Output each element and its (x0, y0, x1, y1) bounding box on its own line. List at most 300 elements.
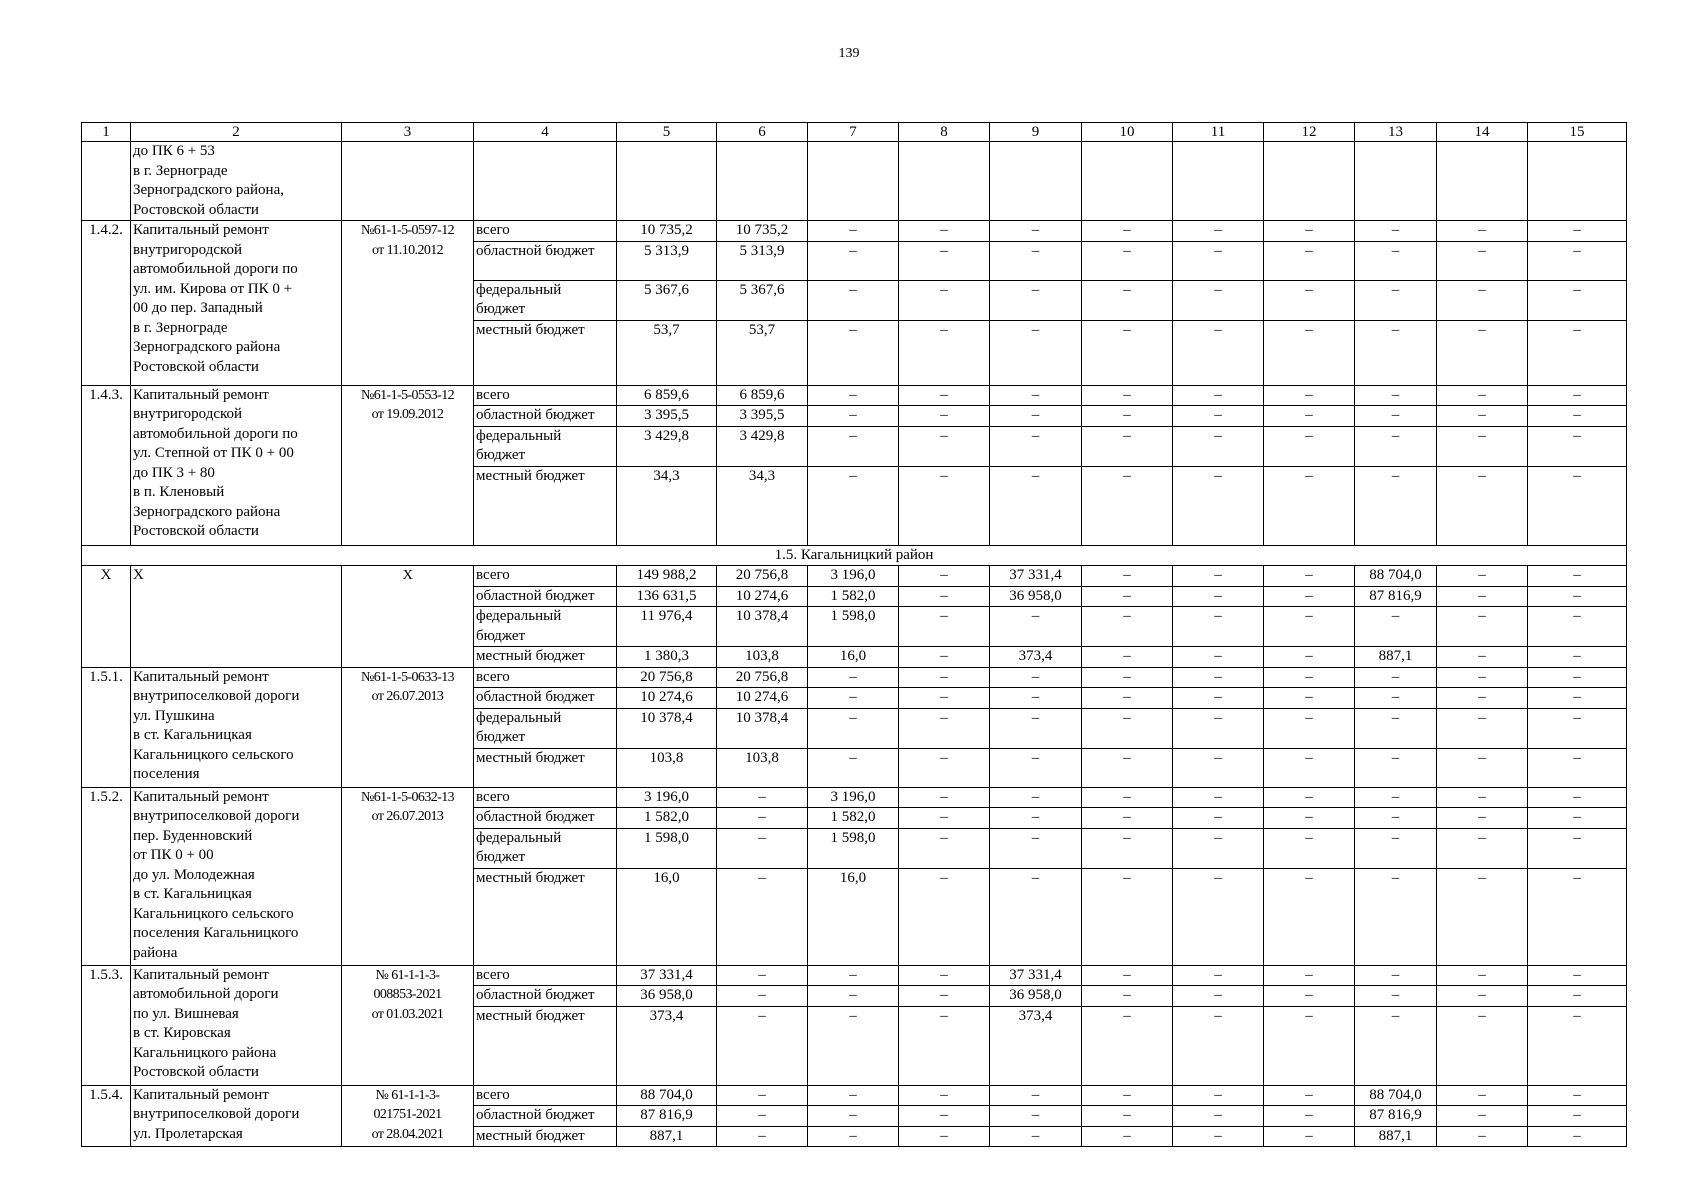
row-number: Х (82, 566, 131, 668)
dash-cell: – (717, 965, 808, 986)
dash-cell: – (1355, 241, 1437, 280)
dash-cell: – (1528, 426, 1627, 466)
dash-cell: – (1082, 667, 1173, 688)
dash-cell: – (899, 466, 990, 545)
dash-cell: – (808, 385, 899, 406)
amount-cell: 1 598,0 (808, 828, 899, 868)
dash-cell: – (1355, 406, 1437, 427)
table-cell (717, 142, 808, 221)
amount-cell: 20 756,8 (617, 667, 717, 688)
dash-cell: – (1355, 708, 1437, 748)
dash-cell: – (1355, 868, 1437, 965)
column-header: 13 (1355, 123, 1437, 142)
column-header: 9 (990, 123, 1082, 142)
dash-cell: – (1264, 1126, 1355, 1147)
dash-cell: – (1528, 320, 1627, 385)
dash-cell: – (1082, 647, 1173, 668)
row-number: 1.5.4. (82, 1085, 131, 1147)
dash-cell: – (899, 221, 990, 242)
table-row (82, 667, 1627, 688)
dash-cell: – (1173, 868, 1264, 965)
amount-cell: 16,0 (808, 647, 899, 668)
dash-cell: – (899, 708, 990, 748)
funding-source: всего (474, 787, 617, 808)
amount-cell: 34,3 (617, 466, 717, 545)
funding-source: местный бюджет (474, 1126, 617, 1147)
funding-source: областной бюджет (474, 406, 617, 427)
amount-cell: 373,4 (990, 647, 1082, 668)
funding-source: местный бюджет (474, 1006, 617, 1085)
funding-source: всего (474, 1085, 617, 1106)
dash-cell: – (899, 808, 990, 829)
object-name: Капитальный ремонт внутрипоселковой дороги ул. Пушкина в ст. Кагальницкая Кагальницкого сельского поселения (131, 667, 342, 787)
dash-cell: – (808, 667, 899, 688)
amount-cell: 3 395,5 (717, 406, 808, 427)
dash-cell: – (1173, 708, 1264, 748)
column-header: 2 (131, 123, 342, 142)
amount-cell: – (1355, 607, 1437, 647)
document-number: № 61-1-1-3- 008853-2021 от 01.03.2021 (342, 965, 474, 1085)
dash-cell: – (1437, 828, 1528, 868)
dash-cell: – (1437, 1126, 1528, 1147)
dash-cell: – (1528, 385, 1627, 406)
object-name: Капитальный ремонт внутрипоселковой дороги пер. Буденновский от ПК 0 + 00 до ул. Молодежная в ст. Кагальницкая Кагальницкого сельского поселения Кагальницкого района (131, 787, 342, 965)
dash-cell: – (1437, 1085, 1528, 1106)
dash-cell: – (1437, 241, 1528, 280)
funding-source: всего (474, 965, 617, 986)
dash-cell: – (1355, 688, 1437, 709)
amount-cell: 103,8 (617, 748, 717, 787)
dash-cell: – (990, 1126, 1082, 1147)
dash-cell: – (1437, 808, 1528, 829)
dash-cell: – (1173, 1106, 1264, 1127)
column-header: 12 (1264, 123, 1355, 142)
column-header: 10 (1082, 123, 1173, 142)
dash-cell: – (899, 647, 990, 668)
dash-cell: – (1264, 320, 1355, 385)
amount-cell: 10 735,2 (617, 221, 717, 242)
dash-cell: – (899, 385, 990, 406)
dash-cell: – (899, 426, 990, 466)
funding-source: всего (474, 385, 617, 406)
dash-cell: – (1528, 688, 1627, 709)
table-row (82, 142, 1627, 221)
amount-cell: 1 598,0 (808, 607, 899, 647)
dash-cell: – (1264, 688, 1355, 709)
dash-cell: – (1173, 1085, 1264, 1106)
dash-cell: – (1264, 748, 1355, 787)
amount-cell: 87 816,9 (1355, 586, 1437, 607)
dash-cell: – (808, 406, 899, 427)
dash-cell: – (1173, 406, 1264, 427)
dash-cell: – (1264, 647, 1355, 668)
amount-cell: 1 582,0 (617, 808, 717, 829)
amount-cell: 3 196,0 (808, 566, 899, 587)
dash-cell: – (899, 406, 990, 427)
amount-cell: 3 429,8 (617, 426, 717, 466)
dash-cell: – (1173, 688, 1264, 709)
amount-cell: 6 859,6 (717, 385, 808, 406)
amount-cell: 1 380,3 (617, 647, 717, 668)
dash-cell: – (1355, 385, 1437, 406)
amount-cell: 1 582,0 (808, 586, 899, 607)
dash-cell: – (1082, 1126, 1173, 1147)
dash-cell: – (990, 868, 1082, 965)
dash-cell: – (990, 426, 1082, 466)
dash-cell: – (717, 1126, 808, 1147)
dash-cell: – (1082, 748, 1173, 787)
dash-cell: – (808, 466, 899, 545)
column-header: 3 (342, 123, 474, 142)
document-number: №61-1-5-0553-12 от 19.09.2012 (342, 385, 474, 545)
dash-cell: – (1173, 385, 1264, 406)
dash-cell: – (1528, 566, 1627, 587)
dash-cell: – (990, 808, 1082, 829)
amount-cell: 10 274,6 (717, 688, 808, 709)
dash-cell: – (1173, 320, 1264, 385)
table-row (82, 787, 1627, 808)
amount-cell: 37 331,4 (990, 566, 1082, 587)
amount-cell: 6 859,6 (617, 385, 717, 406)
dash-cell: – (1437, 426, 1528, 466)
amount-cell: 36 958,0 (990, 986, 1082, 1007)
dash-cell: – (1437, 586, 1528, 607)
dash-cell: – (990, 688, 1082, 709)
table-row (82, 221, 1627, 242)
funding-source: федеральный бюджет (474, 280, 617, 320)
table-cell (474, 142, 617, 221)
dash-cell: – (717, 868, 808, 965)
amount-cell: 36 958,0 (990, 586, 1082, 607)
object-name: Капитальный ремонт внутригородской автомобильной дороги по ул. Степной от ПК 0 + 00 до ПК 3 + 80 в п. Кленовый Зерноградского района Ростовской области (131, 385, 342, 545)
table-cell (1264, 142, 1355, 221)
dash-cell: – (899, 241, 990, 280)
dash-cell: – (1082, 1085, 1173, 1106)
amount-cell: – (990, 607, 1082, 647)
table-cell (1355, 142, 1437, 221)
dash-cell: – (1173, 280, 1264, 320)
dash-cell: – (1173, 466, 1264, 545)
dash-cell: – (1173, 566, 1264, 587)
column-header: 14 (1437, 123, 1528, 142)
dash-cell: – (1173, 586, 1264, 607)
dash-cell: – (808, 748, 899, 787)
object-name: Капитальный ремонт автомобильной дороги по ул. Вишневая в ст. Кировская Кагальницкого района Ростовской области (131, 965, 342, 1085)
dash-cell: – (1437, 748, 1528, 787)
document-number: №61-1-5-0633-13 от 26.07.2013 (342, 667, 474, 787)
dash-cell: – (717, 1006, 808, 1085)
dash-cell: – (1437, 466, 1528, 545)
column-header: 15 (1528, 123, 1627, 142)
amount-cell: 88 704,0 (1355, 566, 1437, 587)
amount-cell: 3 395,5 (617, 406, 717, 427)
dash-cell: – (1528, 828, 1627, 868)
object-name: Капитальный ремонт внутрипоселковой дороги ул. Пролетарская (131, 1085, 342, 1147)
document-number: №61-1-5-0597-12 от 11.10.2012 (342, 221, 474, 386)
dash-cell: – (1264, 221, 1355, 242)
dash-cell: – (1437, 607, 1528, 647)
amount-cell: 1 598,0 (617, 828, 717, 868)
row-number: 1.5.1. (82, 667, 131, 787)
dash-cell: – (990, 406, 1082, 427)
dash-cell: – (1355, 748, 1437, 787)
amount-cell: 103,8 (717, 748, 808, 787)
dash-cell: – (1082, 426, 1173, 466)
dash-cell: – (990, 466, 1082, 545)
table-cell (990, 142, 1082, 221)
dash-cell: – (1082, 586, 1173, 607)
dash-cell: – (808, 986, 899, 1007)
table-cell (1082, 142, 1173, 221)
funding-source: местный бюджет (474, 647, 617, 668)
amount-cell: 3 196,0 (808, 787, 899, 808)
funding-source: местный бюджет (474, 320, 617, 385)
dash-cell: – (1355, 320, 1437, 385)
dash-cell: – (1264, 986, 1355, 1007)
dash-cell: – (1082, 566, 1173, 587)
dash-cell: – (1264, 426, 1355, 466)
funding-source: всего (474, 566, 617, 587)
amount-cell: 10 378,4 (617, 708, 717, 748)
dash-cell: – (1264, 808, 1355, 829)
funding-source: федеральный бюджет (474, 607, 617, 647)
amount-cell: 887,1 (617, 1126, 717, 1147)
dash-cell: – (1173, 607, 1264, 647)
table-cell (1437, 142, 1528, 221)
object-name: Капитальный ремонт внутригородской автомобильной дороги по ул. им. Кирова от ПК 0 + 00 до пер. Западный в г. Зернограде Зерноградского района Ростовской области (131, 221, 342, 386)
dash-cell: – (1082, 787, 1173, 808)
dash-cell: – (1173, 241, 1264, 280)
dash-cell: – (1437, 667, 1528, 688)
dash-cell: – (899, 828, 990, 868)
dash-cell: – (899, 748, 990, 787)
amount-cell: 10 378,4 (717, 708, 808, 748)
dash-cell: – (1264, 1006, 1355, 1085)
dash-cell: – (1082, 241, 1173, 280)
dash-cell: – (1264, 708, 1355, 748)
table-row (82, 965, 1627, 986)
funding-source: федеральный бюджет (474, 708, 617, 748)
dash-cell: – (808, 1006, 899, 1085)
dash-cell: – (1355, 426, 1437, 466)
dash-cell: – (1264, 406, 1355, 427)
dash-cell: – (1437, 965, 1528, 986)
page-number: 139 (838, 46, 860, 61)
dash-cell: – (1355, 965, 1437, 986)
dash-cell: – (1082, 1006, 1173, 1085)
document-number: №61-1-5-0632-13 от 26.07.2013 (342, 787, 474, 965)
funding-source: местный бюджет (474, 748, 617, 787)
dash-cell: – (1082, 406, 1173, 427)
dash-cell: – (1355, 808, 1437, 829)
amount-cell: 34,3 (717, 466, 808, 545)
dash-cell: – (1528, 607, 1627, 647)
funding-source: всего (474, 221, 617, 242)
table-row (82, 566, 1627, 587)
amount-cell: 11 976,4 (617, 607, 717, 647)
dash-cell: – (1082, 965, 1173, 986)
table-cell (808, 142, 899, 221)
dash-cell: – (808, 221, 899, 242)
dash-cell: – (990, 708, 1082, 748)
dash-cell: – (1437, 688, 1528, 709)
dash-cell: – (990, 221, 1082, 242)
dash-cell: – (1264, 1106, 1355, 1127)
dash-cell: – (1173, 1006, 1264, 1085)
dash-cell: – (1528, 466, 1627, 545)
dash-cell: – (1355, 986, 1437, 1007)
amount-cell: 87 816,9 (1355, 1106, 1437, 1127)
dash-cell: – (808, 1126, 899, 1147)
amount-cell: 87 816,9 (617, 1106, 717, 1127)
dash-cell: – (1437, 280, 1528, 320)
dash-cell: – (808, 1106, 899, 1127)
amount-cell: 10 378,4 (717, 607, 808, 647)
table-cell (617, 142, 717, 221)
dash-cell: – (1437, 566, 1528, 587)
dash-cell: – (1082, 466, 1173, 545)
object-name: Х (131, 566, 342, 668)
amount-cell: 3 196,0 (617, 787, 717, 808)
dash-cell: – (1082, 1106, 1173, 1127)
document-number: Х (342, 566, 474, 668)
funding-source: областной бюджет (474, 808, 617, 829)
table-row (82, 385, 1627, 406)
dash-cell: – (1437, 406, 1528, 427)
amount-cell: 53,7 (717, 320, 808, 385)
amount-cell: 10 274,6 (617, 688, 717, 709)
column-header: 6 (717, 123, 808, 142)
dash-cell: – (1528, 221, 1627, 242)
amount-cell: 136 631,5 (617, 586, 717, 607)
funding-source: областной бюджет (474, 586, 617, 607)
dash-cell: – (899, 566, 990, 587)
dash-cell: – (1528, 667, 1627, 688)
dash-cell: – (990, 667, 1082, 688)
dash-cell: – (1528, 241, 1627, 280)
dash-cell: – (1437, 787, 1528, 808)
column-header: 4 (474, 123, 617, 142)
dash-cell: – (1437, 868, 1528, 965)
dash-cell: – (990, 1085, 1082, 1106)
dash-cell: – (808, 320, 899, 385)
table-header-row (82, 123, 1627, 142)
dash-cell: – (1355, 828, 1437, 868)
section-title: 1.5. Кагальницкий район (82, 545, 1627, 566)
dash-cell: – (1437, 1106, 1528, 1127)
funding-source: всего (474, 667, 617, 688)
dash-cell: – (1437, 647, 1528, 668)
dash-cell: – (1082, 708, 1173, 748)
dash-cell: – (1082, 808, 1173, 829)
dash-cell: – (1355, 280, 1437, 320)
dash-cell: – (1173, 808, 1264, 829)
dash-cell: – (1437, 1006, 1528, 1085)
dash-cell: – (899, 787, 990, 808)
dash-cell: – (1082, 221, 1173, 242)
dash-cell: – (1264, 828, 1355, 868)
dash-cell: – (808, 280, 899, 320)
section-row (82, 545, 1627, 566)
dash-cell: – (1173, 828, 1264, 868)
amount-cell: 149 988,2 (617, 566, 717, 587)
document-number: № 61-1-1-3- 021751-2021 от 28.04.2021 (342, 1085, 474, 1147)
dash-cell: – (717, 787, 808, 808)
dash-cell: – (1082, 385, 1173, 406)
dash-cell: – (1264, 667, 1355, 688)
dash-cell: – (1173, 787, 1264, 808)
dash-cell: – (1528, 1106, 1627, 1127)
dash-cell: – (1437, 708, 1528, 748)
table-cell (1528, 142, 1627, 221)
dash-cell: – (808, 965, 899, 986)
dash-cell: – (1528, 647, 1627, 668)
dash-cell: – (990, 385, 1082, 406)
object-name: до ПК 6 + 53 в г. Зернограде Зерноградского района, Ростовской области (131, 142, 342, 221)
dash-cell: – (1528, 986, 1627, 1007)
row-number: 1.5.3. (82, 965, 131, 1085)
dash-cell: – (1264, 787, 1355, 808)
dash-cell: – (1264, 280, 1355, 320)
dash-cell: – (1173, 647, 1264, 668)
dash-cell: – (1528, 708, 1627, 748)
dash-cell: – (1264, 466, 1355, 545)
financing-table (81, 122, 1627, 1147)
dash-cell: – (990, 787, 1082, 808)
dash-cell: – (990, 280, 1082, 320)
dash-cell: – (1173, 426, 1264, 466)
funding-source: местный бюджет (474, 868, 617, 965)
dash-cell: – (1528, 586, 1627, 607)
amount-cell: 5 313,9 (717, 241, 808, 280)
dash-cell: – (899, 986, 990, 1007)
dash-cell: – (1528, 748, 1627, 787)
dash-cell: – (1355, 221, 1437, 242)
dash-cell: – (1528, 787, 1627, 808)
dash-cell: – (1528, 868, 1627, 965)
amount-cell: 373,4 (990, 1006, 1082, 1085)
dash-cell: – (1528, 1085, 1627, 1106)
dash-cell: – (1264, 868, 1355, 965)
table-cell (899, 142, 990, 221)
amount-cell: 37 331,4 (990, 965, 1082, 986)
dash-cell: – (1173, 748, 1264, 787)
amount-cell: 20 756,8 (717, 667, 808, 688)
amount-cell: 1 582,0 (808, 808, 899, 829)
dash-cell: – (1355, 667, 1437, 688)
table-row (82, 1085, 1627, 1106)
amount-cell: 16,0 (617, 868, 717, 965)
dash-cell: – (1173, 221, 1264, 242)
amount-cell: 10 274,6 (717, 586, 808, 607)
dash-cell: – (899, 280, 990, 320)
column-header: 5 (617, 123, 717, 142)
dash-cell: – (990, 828, 1082, 868)
funding-source: областной бюджет (474, 1106, 617, 1127)
dash-cell: – (1173, 1126, 1264, 1147)
funding-source: областной бюджет (474, 986, 617, 1007)
dash-cell: – (1355, 466, 1437, 545)
dash-cell: – (808, 708, 899, 748)
dash-cell: – (808, 241, 899, 280)
dash-cell: – (1528, 808, 1627, 829)
dash-cell: – (990, 241, 1082, 280)
dash-cell: – (1437, 986, 1528, 1007)
column-header: 7 (808, 123, 899, 142)
amount-cell: 887,1 (1355, 647, 1437, 668)
dash-cell: – (1082, 828, 1173, 868)
dash-cell: – (1082, 688, 1173, 709)
